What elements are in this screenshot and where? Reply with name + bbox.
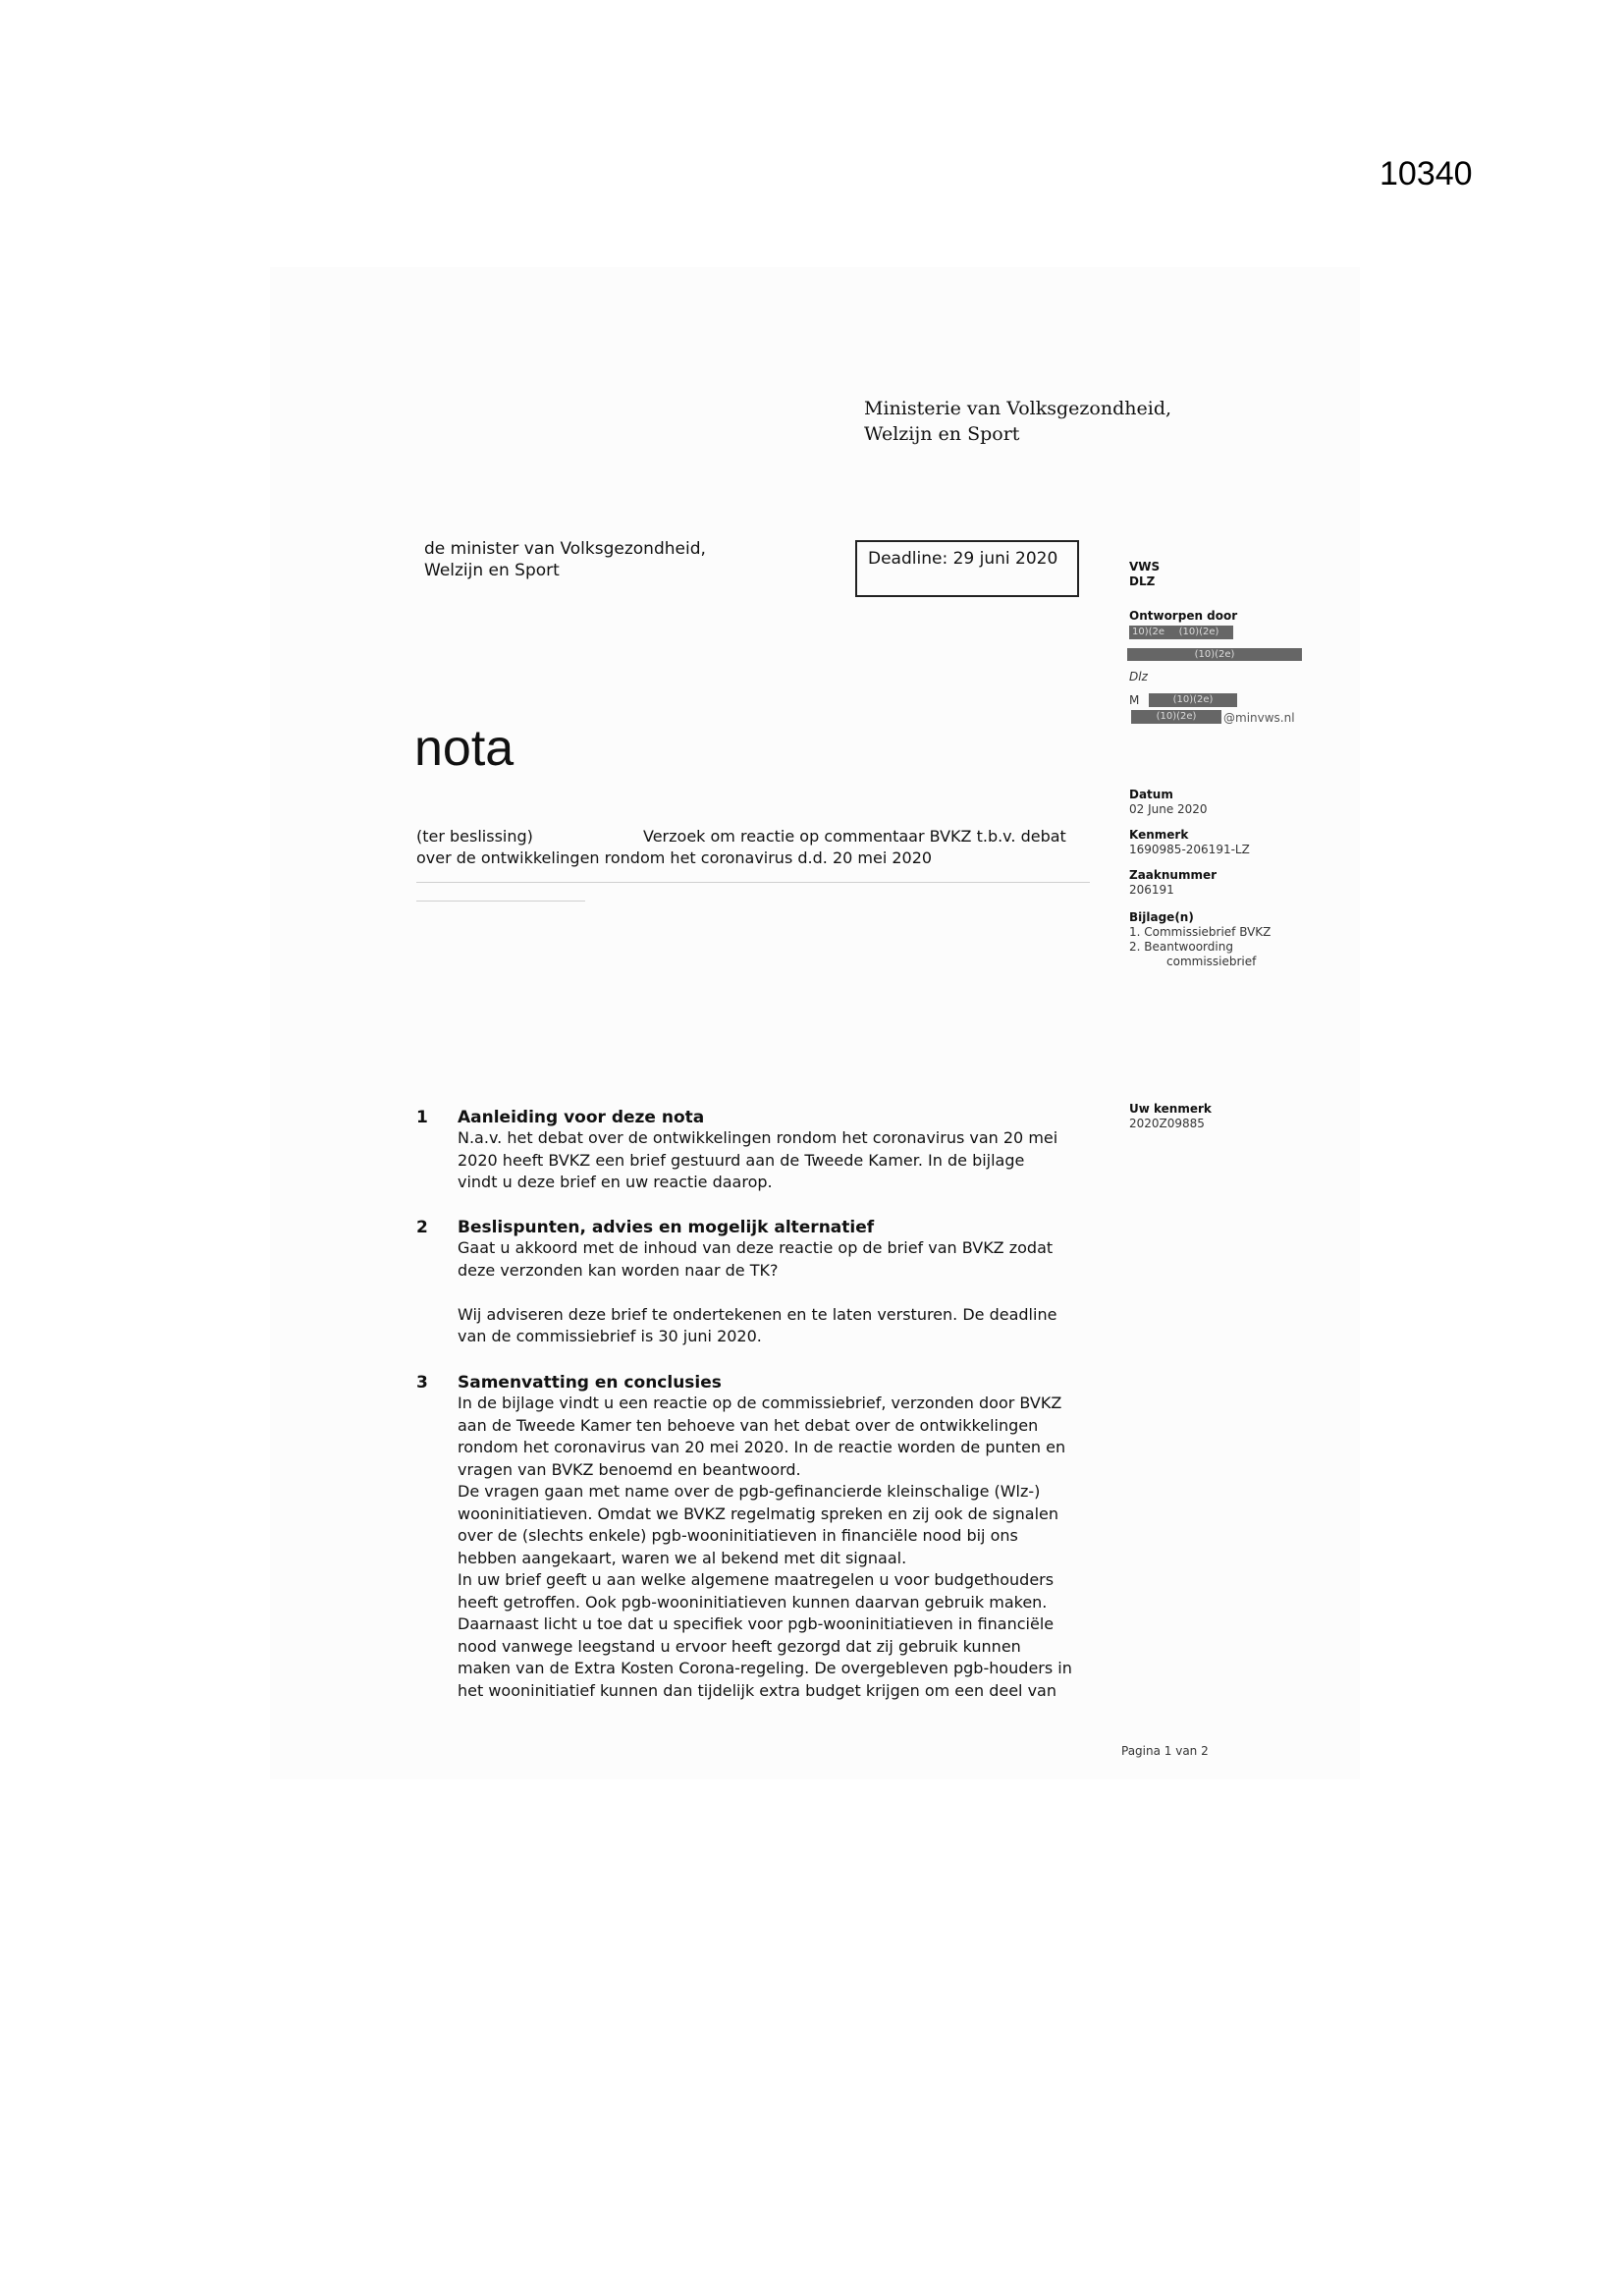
- section-heading: Beslispunten, advies en mogelijk alternatief: [458, 1218, 875, 1237]
- body-line: nood vanwege leegstand u ervoor heeft gezorgd dat zij gebruik kunnen: [458, 1636, 1021, 1656]
- date-value: 02 June 2020: [1129, 802, 1208, 816]
- body-line: In uw brief geeft u aan welke algemene maatregelen u voor budgethouders: [458, 1570, 1055, 1589]
- body-line: 2020 heeft BVKZ een brief gestuurd aan de Tweede Kamer. In de bijlage: [458, 1150, 1025, 1170]
- body-line: over de (slechts enkele) pgb-wooninitiatieven in financiële nood bij ons: [458, 1526, 1018, 1545]
- redaction-bar: [1129, 626, 1233, 639]
- sidebar-dlz: Dlz: [1129, 670, 1148, 683]
- sidebar-org-1: VWS: [1129, 560, 1161, 574]
- sidebar-org-2: DLZ: [1129, 574, 1156, 588]
- section-number: 3: [416, 1373, 428, 1393]
- page-footer: Pagina 1 van 2: [1121, 1744, 1209, 1758]
- attachment-item: 1. Commissiebrief BVKZ: [1129, 925, 1272, 939]
- body-line: heeft getroffen. Ook pgb-wooninitiatieven kunnen daarvan gebruik maken.: [458, 1592, 1048, 1612]
- ministry-line-1: Ministerie van Volksgezondheid,: [864, 398, 1172, 419]
- short-divider: [416, 901, 585, 902]
- subject-label: (ter beslissing): [416, 827, 533, 846]
- ministry-logo-text: [864, 396, 1171, 447]
- body-line: het wooninitiatief kunnen dan tijdelijk extra budget krijgen om een deel van: [458, 1680, 1056, 1700]
- redaction-bar: (10)(2e): [1131, 710, 1221, 724]
- reference-value: 1690985-206191-LZ: [1129, 843, 1250, 856]
- your-reference-value: 2020Z09885: [1129, 1117, 1205, 1130]
- body-line: van de commissiebrief is 30 juni 2020.: [458, 1327, 762, 1345]
- reference-label: Kenmerk: [1129, 828, 1189, 842]
- section-number: 1: [416, 1108, 428, 1127]
- redaction-bar: (10)(2e): [1149, 693, 1237, 707]
- body-line: wooninitiatieven. Omdat we BVKZ regelmatig spreken en zij ook de signalen: [458, 1503, 1058, 1523]
- date-label: Datum: [1129, 788, 1173, 801]
- body-line: De vragen gaan met name over de pgb-gefinancierde kleinschalige (Wlz-): [458, 1482, 1041, 1501]
- sidebar-designed-by-label: Ontworpen door: [1129, 609, 1238, 623]
- document-title: nota: [414, 720, 514, 777]
- redaction-bar: (10)(2e): [1127, 648, 1302, 661]
- body-line: In de bijlage vindt u een reactie op de commissiebrief, verzonden door BVKZ: [458, 1394, 1062, 1412]
- body-line: deze verzonden kan worden naar de TK?: [458, 1260, 779, 1280]
- body-line: Wij adviseren deze brief te ondertekenen en te laten versturen. De deadline: [458, 1304, 1057, 1324]
- sidebar-date: [1129, 788, 1208, 817]
- blank-line: [458, 1282, 1125, 1304]
- recipient: [424, 538, 706, 581]
- body-line: hebben aangekaart, waren we al bekend met dit signaal.: [458, 1548, 907, 1567]
- subject-line-1: Verzoek om reactie op commentaar BVKZ t.b.v. debat: [643, 827, 1066, 846]
- attachment-item-cont: commissiebrief: [1166, 955, 1257, 968]
- body-line: vindt u deze brief en uw reactie daarop.: [458, 1173, 773, 1191]
- redaction-code: (10)(2e): [1178, 627, 1219, 637]
- ministry-line-2: Welzijn en Sport: [864, 423, 1020, 445]
- redaction-code: 10)(2e: [1132, 627, 1165, 637]
- subject-line-2: over de ontwikkelingen rondom het coronavirus d.d. 20 mei 2020: [416, 848, 933, 867]
- recipient-line-1: de minister van Volksgezondheid,: [424, 539, 706, 559]
- body-line: maken van de Extra Kosten Corona-regeling. De overgebleven pgb-houders in: [458, 1659, 1072, 1677]
- body-line: rondom het coronavirus van 20 mei 2020. In de reactie worden de punten en: [458, 1438, 1066, 1456]
- page-number: 10340: [1380, 155, 1473, 192]
- section-body: [458, 1393, 1135, 1702]
- body-line: N.a.v. het debat over de ontwikkelingen rondom het coronavirus van 20 mei: [458, 1128, 1058, 1147]
- sidebar-attachments: [1129, 910, 1271, 969]
- sidebar-your-reference: [1129, 1102, 1212, 1131]
- body-line: aan de Tweede Kamer ten behoeve van het debat over de ontwikkelingen: [458, 1415, 1039, 1435]
- body-line: vragen van BVKZ benoemd en beantwoord.: [458, 1459, 801, 1479]
- section-number: 2: [416, 1218, 428, 1237]
- sidebar-case-number: [1129, 868, 1217, 898]
- section-heading: Aanleiding voor deze nota: [458, 1108, 705, 1127]
- section-heading: Samenvatting en conclusies: [458, 1373, 722, 1393]
- case-number-label: Zaaknummer: [1129, 868, 1218, 882]
- attachment-item: 2. Beantwoording: [1129, 940, 1233, 954]
- section-body: [458, 1127, 1125, 1194]
- sidebar-org: [1129, 560, 1160, 589]
- attachments-label: Bijlage(n): [1129, 910, 1194, 924]
- section-body: [458, 1237, 1125, 1348]
- sidebar-reference: [1129, 828, 1250, 857]
- body-line: Gaat u akkoord met de inhoud van deze reactie op de brief van BVKZ zodat: [458, 1238, 1054, 1257]
- your-reference-label: Uw kenmerk: [1129, 1102, 1212, 1116]
- email-suffix: @minvws.nl: [1223, 711, 1295, 725]
- deadline-text: Deadline: 29 juni 2020: [868, 549, 1058, 569]
- case-number-value: 206191: [1129, 883, 1174, 897]
- recipient-line-2: Welzijn en Sport: [424, 561, 560, 580]
- subject-divider: [416, 882, 1090, 883]
- body-line: Daarnaast licht u toe dat u specifiek voor pgb-wooninitiatieven in financiële: [458, 1614, 1055, 1633]
- sidebar-m-label: M: [1129, 693, 1140, 707]
